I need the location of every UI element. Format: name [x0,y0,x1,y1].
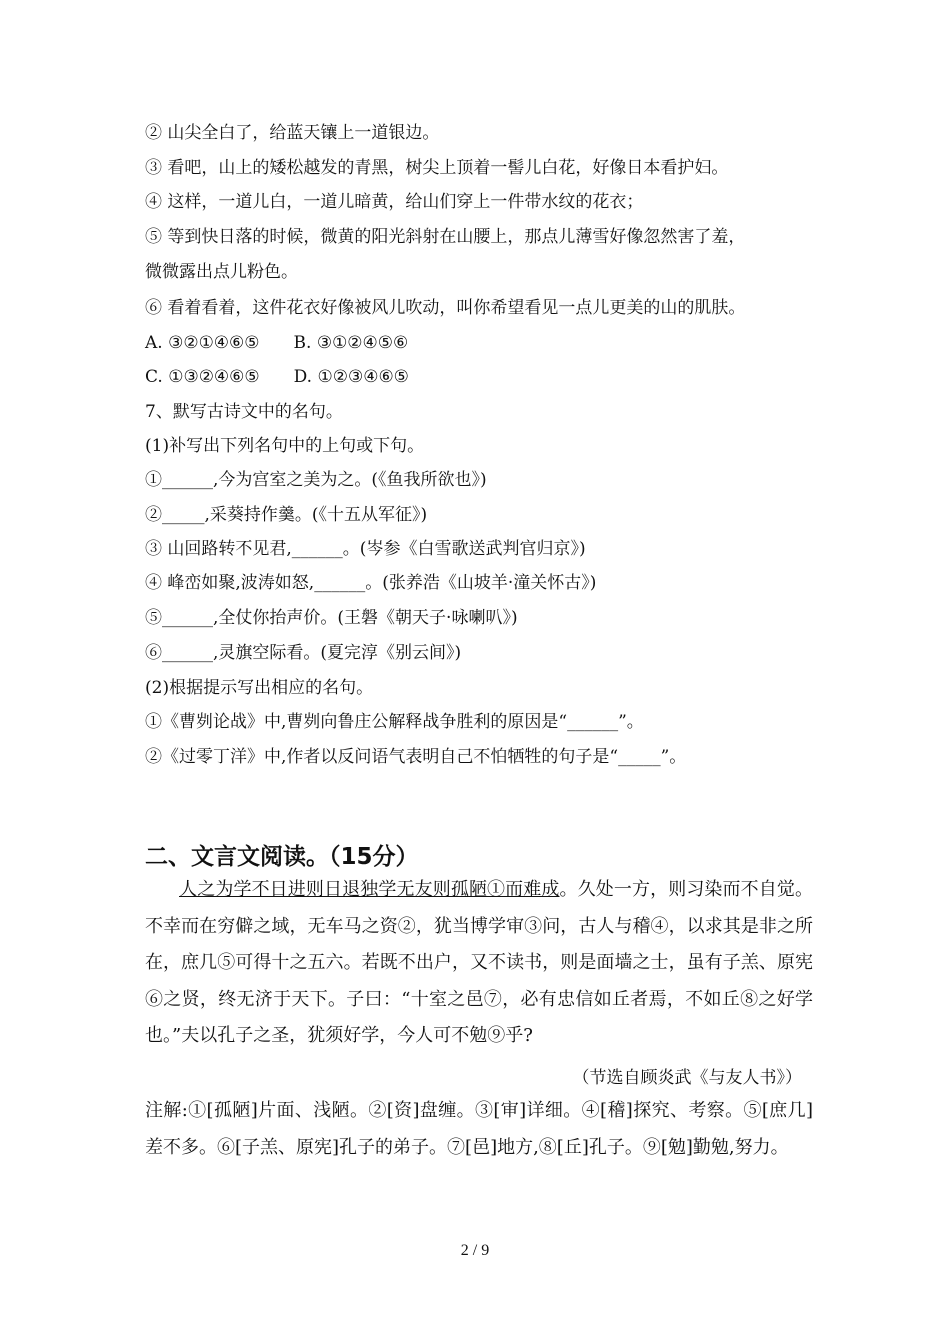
ordering-line: ② 山尖全白了，给蓝天镶上一道银边。 [145,123,440,143]
fill-in-item: ⑤______,全仗你抬声价。(王磐《朝天子·咏喇叭》) [145,608,518,628]
ordering-line: 微微露出点儿粉色。 [145,262,298,282]
fill-in-item: ⑥______,灵旗空际看。(夏完淳《别云间》) [145,643,462,663]
ordering-line: ⑥ 看着看着，这件花衣好像被风儿吹动，叫你希望看见一点儿更美的山的肌肤。 [145,298,746,318]
annotation-notes: 注解:①[孤陋]片面、浅陋。②[资]盘缠。③[审]详细。④[稽]探究、考察。⑤[庶几]差不多。⑥[子羔、原宪]孔子的弟子。⑦[邑]地方,⑧[丘]孔子。⑨[勉]勤勉,努力。 [145,1100,813,1158]
passage-text: 。久处一方，则习染而不自觉。不幸而在穷僻之域，无车马之资②，犹当博学审③问，古人与稽④，以求其是非之所在，庶几⑤可得十之五六。若既不出户，又不读书，则是面墙之士，虽有子羔、原宪⑥之贤，终无济于天下。子曰：“十室之邑⑦，必有忠信如丘者焉，不如丘⑧之好学也。”夫以孔子之圣，犹须好学，今人可不勉⑨乎? [145,879,814,1046]
prompt-item: ②《过零丁洋》中,作者以反问语气表明自己不怕牺牲的句子是“_____”。 [145,747,687,767]
question-7-part1-title: (1)补写出下列名句中的上句或下句。 [145,436,425,456]
answer-options-row: C. ①③②④⑥⑤ D. ①②③④⑥⑤ [145,367,409,387]
passage-underlined-sentence: 人之为学不日进则日退独学无友则孤陋①而难成 [179,879,560,900]
fill-in-item: ④ 峰峦如聚,波涛如怒,______。(张养浩《山坡羊·潼关怀古》) [145,573,597,593]
ordering-line: ④ 这样，一道儿白，一道儿暗黄，给山们穿上一件带水纹的花衣； [145,192,644,212]
prompt-item: ①《曹刿论战》中,曹刿向鲁庄公解释战争胜利的原因是“______”。 [145,712,644,732]
passage-source: （节选自顾炎武《与友人书》） [572,1068,802,1088]
answer-options-row: A. ③②①④⑥⑤ B. ③①②④⑤⑥ [145,333,409,353]
section-heading: 二、文言文阅读。（15分） [145,844,419,870]
fill-in-item: ③ 山回路转不见君,______。(岑参《白雪歌送武判官归京》) [145,539,586,559]
fill-in-item: ②_____,采葵持作羹。(《十五从军征》) [145,505,428,525]
question-7-title: 7、默写古诗文中的名句。 [145,402,343,422]
classical-passage [145,872,813,1055]
fill-in-item: ①______,今为宫室之美为之。(《鱼我所欲也》) [145,470,487,490]
ordering-line: ③ 看吧，山上的矮松越发的青黑，树尖上顶着一髻儿白花，好像日本看护妇。 [145,158,729,178]
page-number: 2 / 9 [460,1242,490,1259]
question-7-part2-title: (2)根据提示写出相应的名句。 [145,678,374,698]
ordering-line: ⑤ 等到快日落的时候，微黄的阳光斜射在山腰上，那点儿薄雪好像忽然害了羞， [145,227,746,247]
